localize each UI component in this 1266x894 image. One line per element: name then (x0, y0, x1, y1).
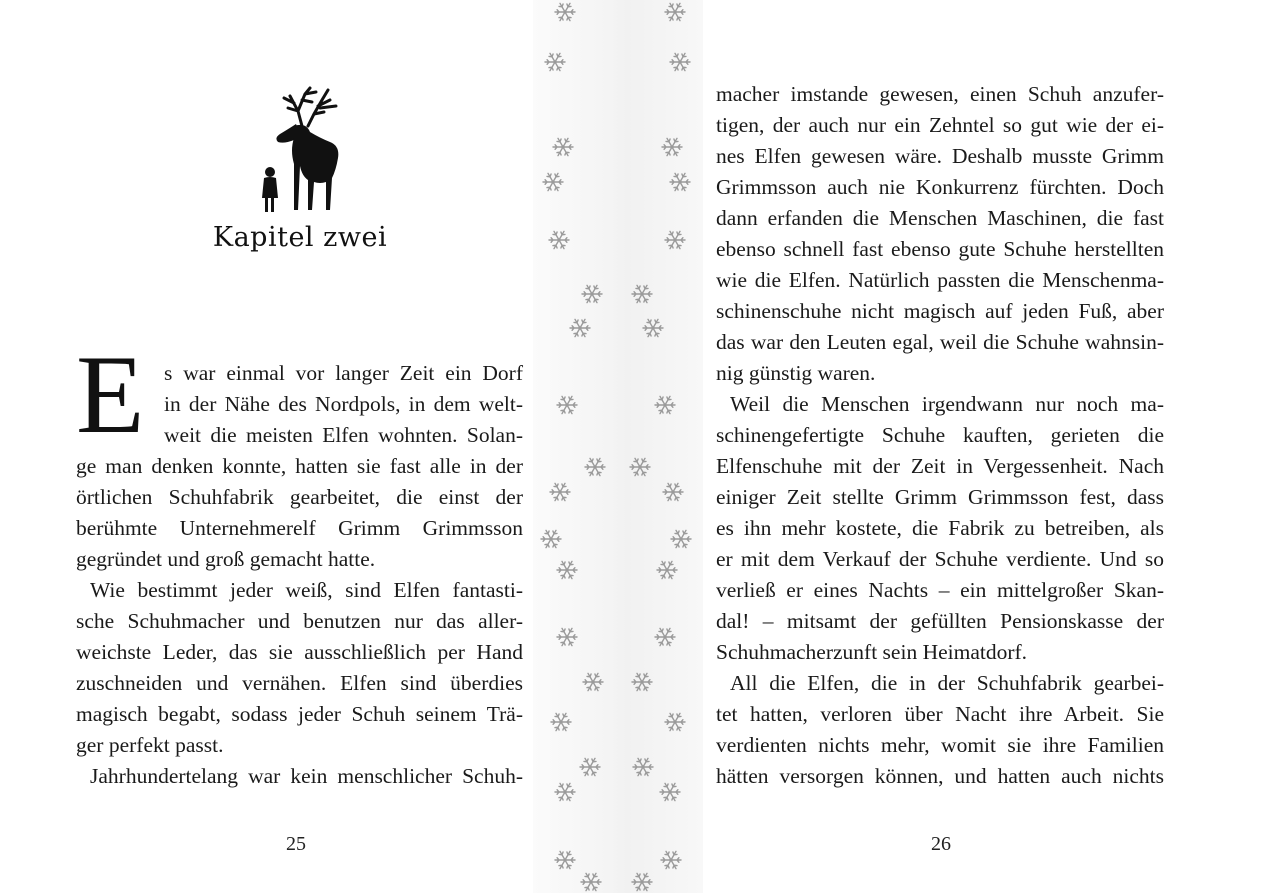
text-line: er mit dem Verkauf der Schuhe verdiente. Und so (716, 547, 1164, 571)
snowflake-icon (630, 282, 654, 306)
snowflake-icon (549, 710, 573, 734)
snowflake-icon (659, 848, 683, 872)
text-line: das war den Leuten egal, weil die Schuhe wahnsin- (716, 330, 1164, 354)
text-line: schinenschuhe nicht magisch auf jeden Fuß, aber (716, 299, 1164, 323)
text-line: tet hatten, verloren über Nacht ihre Arbeit. Sie (716, 702, 1164, 726)
text-line: weit die meisten Elfen wohnten. Solan- (164, 423, 523, 447)
text-line: Wie bestimmt jeder weiß, sind Elfen fantasti- (90, 578, 523, 602)
snowflake-icon (581, 670, 605, 694)
text-line: verdienten nichts mehr, womit sie ihre Familien (716, 733, 1164, 757)
text-line: weichste Leder, das sie ausschließlich per Hand (76, 640, 523, 664)
text-line: es ihn mehr kostete, die Fabrik zu betreiben, als (716, 516, 1164, 540)
text-line: Schuhmacherzunft sein Heimatdorf. (716, 640, 1028, 664)
right-body-text (716, 79, 1164, 792)
text-line: örtlichen Schuhfabrik gearbeitet, die einst der (76, 485, 523, 509)
text-line: berühmte Unternehmerelf Grimm Grimmsson (76, 516, 523, 540)
text-line: Grimmsson auch nie Konkurrenz fürchten. Doch (716, 175, 1164, 199)
snowflake-icon (555, 393, 579, 417)
left-body-text (76, 451, 523, 792)
text-line: ebenso schnell fast ebenso gute Schuhe herstellten (716, 237, 1164, 261)
text-line: nig günstig waren. (716, 361, 876, 385)
text-line: zuschneiden und vernähen. Elfen sind überdies (76, 671, 523, 695)
reindeer-icon (250, 86, 350, 216)
page-number-left: 25 (286, 833, 306, 855)
snowflake-icon (669, 527, 693, 551)
snowflake-icon (663, 228, 687, 252)
snowflake-icon (653, 625, 677, 649)
snowflake-icon (663, 710, 687, 734)
snowflake-icon (568, 316, 592, 340)
snowflake-icon (547, 228, 571, 252)
text-line: magisch begabt, sodass jeder Schuh seinem Trä- (76, 702, 523, 726)
snowflake-icon (583, 455, 607, 479)
snowflake-icon (660, 135, 684, 159)
snowflake-icon (641, 316, 665, 340)
snowflake-icon (668, 170, 692, 194)
snowflake-icon (555, 558, 579, 582)
snowflake-icon (580, 282, 604, 306)
text-line: nes Elfen gewesen wäre. Deshalb musste Grimm (716, 144, 1164, 168)
gutter-snowflakes (533, 0, 703, 893)
text-line: gegründet und groß gemacht hatte. (76, 547, 376, 571)
snowflake-icon (658, 780, 682, 804)
text-line: hätten versorgen können, und hatten auch nichts (716, 764, 1164, 788)
snowflake-icon (578, 755, 602, 779)
text-line: Jahrhundertelang war kein menschlicher Schuh- (90, 764, 523, 788)
snowflake-icon (653, 393, 677, 417)
snowflake-icon (541, 170, 565, 194)
text-line: tigen, der auch nur ein Zehntel so gut wie der ei- (716, 113, 1164, 137)
text-line: ger perfekt passt. (76, 733, 224, 757)
snowflake-icon (663, 0, 687, 24)
dropcap-paragraph-lines (164, 358, 523, 451)
snowflake-icon (553, 780, 577, 804)
snowflake-icon (631, 755, 655, 779)
text-line: schinengefertigte Schuhe kauften, gerieten die (716, 423, 1164, 447)
drop-cap: E (76, 333, 145, 457)
snowflake-icon (661, 480, 685, 504)
snowflake-icon (548, 480, 572, 504)
text-line: Weil die Menschen irgendwann nur noch ma- (730, 392, 1164, 416)
text-line: sche Schuhmacher und benutzen nur das aller- (76, 609, 523, 633)
snowflake-icon (628, 455, 652, 479)
right-page (703, 0, 1266, 893)
text-line: All die Elfen, die in der Schuhfabrik gearbei- (730, 671, 1164, 695)
text-line: Elfenschuhe mit der Zeit in Vergessenheit. Nach (716, 454, 1164, 478)
snowflake-icon (630, 670, 654, 694)
snowflake-icon (655, 558, 679, 582)
snowflake-icon (579, 870, 603, 894)
snowflake-icon (553, 848, 577, 872)
snowflake-icon (543, 50, 567, 74)
snowflake-icon (555, 625, 579, 649)
page-number-right: 26 (931, 833, 951, 855)
text-line: dann erfanden die Menschen Maschinen, die fast (716, 206, 1164, 230)
text-line: macher imstande gewesen, einen Schuh anzufer- (716, 82, 1164, 106)
snowflake-icon (630, 870, 654, 894)
snowflake-icon (668, 50, 692, 74)
text-line: dal! – mitsamt der gefüllten Pensionskasse der (716, 609, 1164, 633)
text-line: in der Nähe des Nordpols, in dem welt- (164, 392, 523, 416)
snowflake-icon (553, 0, 577, 24)
text-line: s war einmal vor langer Zeit ein Dorf (164, 361, 523, 385)
text-line: verließ er eines Nachts – ein mittelgroßer Skan- (716, 578, 1164, 602)
snowflake-icon (539, 527, 563, 551)
left-page (0, 0, 533, 893)
text-line: wie die Elfen. Natürlich passten die Menschenma- (716, 268, 1164, 292)
text-line: ge man denken konnte, hatten sie fast alle in der (76, 454, 523, 478)
snowflake-icon (551, 135, 575, 159)
chapter-title: Kapitel zwei (212, 222, 388, 253)
text-line: einiger Zeit stellte Grimm Grimmsson fest, dass (716, 485, 1164, 509)
